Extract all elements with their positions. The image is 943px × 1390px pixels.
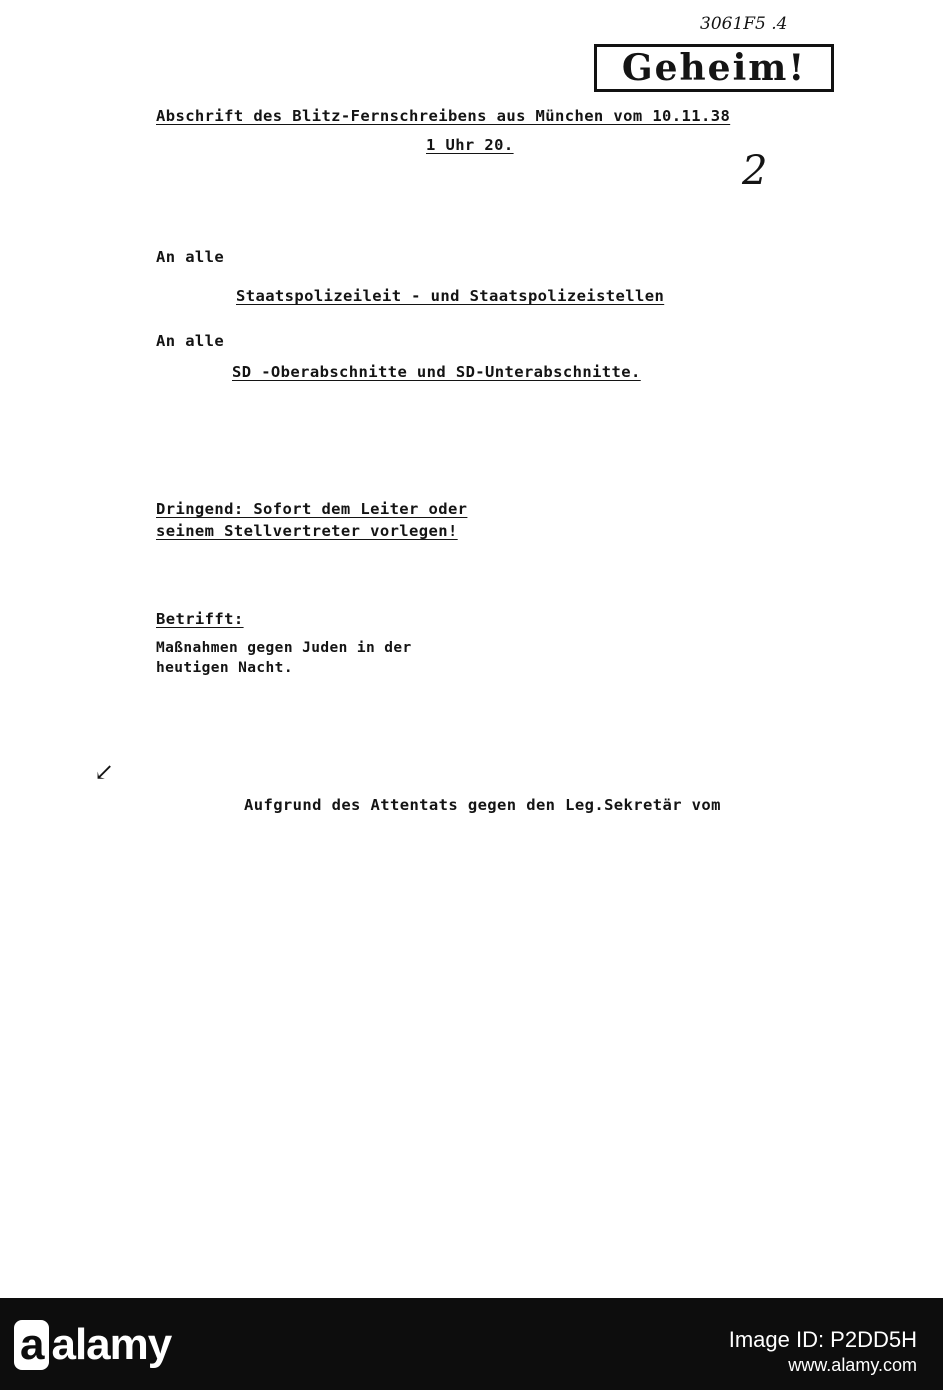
watermark-bar [0,1298,943,1390]
secret-stamp: Geheim! [594,44,834,92]
document-title-line2: 1 Uhr 20. [426,136,514,154]
subject-line-2: heutigen Nacht. [156,660,293,676]
margin-mark: ↙ [94,758,115,786]
handwritten-page-mark: 2 [742,148,768,194]
logo-badge: a [14,1320,49,1370]
document-title-line1: Abschrift des Blitz-Fernschreibens aus München vom 10.11.38 [156,107,731,125]
alamy-url: www.alamy.com [788,1354,917,1375]
subject-label: Betrifft: [156,610,244,628]
urgent-line-1: Dringend: Sofort dem Leiter oder [156,500,468,518]
alamy-logo [14,1320,171,1370]
addressee-line-3: An alle [156,332,225,350]
body-line: Aufgrund des Attentats gegen den Leg.Sekretär vom [244,796,721,814]
top-reference-note: 3061F5 .4 [700,14,788,34]
logo-text: alamy [51,1320,172,1369]
image-id-block [729,1326,917,1376]
addressee-line-1: An alle [156,248,225,266]
addressee-line-4: SD -Oberabschnitte und SD-Unterabschnitte. [232,363,641,381]
addressee-line-2: Staatspolizeileit - und Staatspolizeistellen [236,287,665,305]
urgent-line-2: seinem Stellvertreter vorlegen! [156,522,458,540]
subject-line-1: Maßnahmen gegen Juden in der [156,640,412,656]
image-id: Image ID: P2DD5H [728,1327,917,1352]
